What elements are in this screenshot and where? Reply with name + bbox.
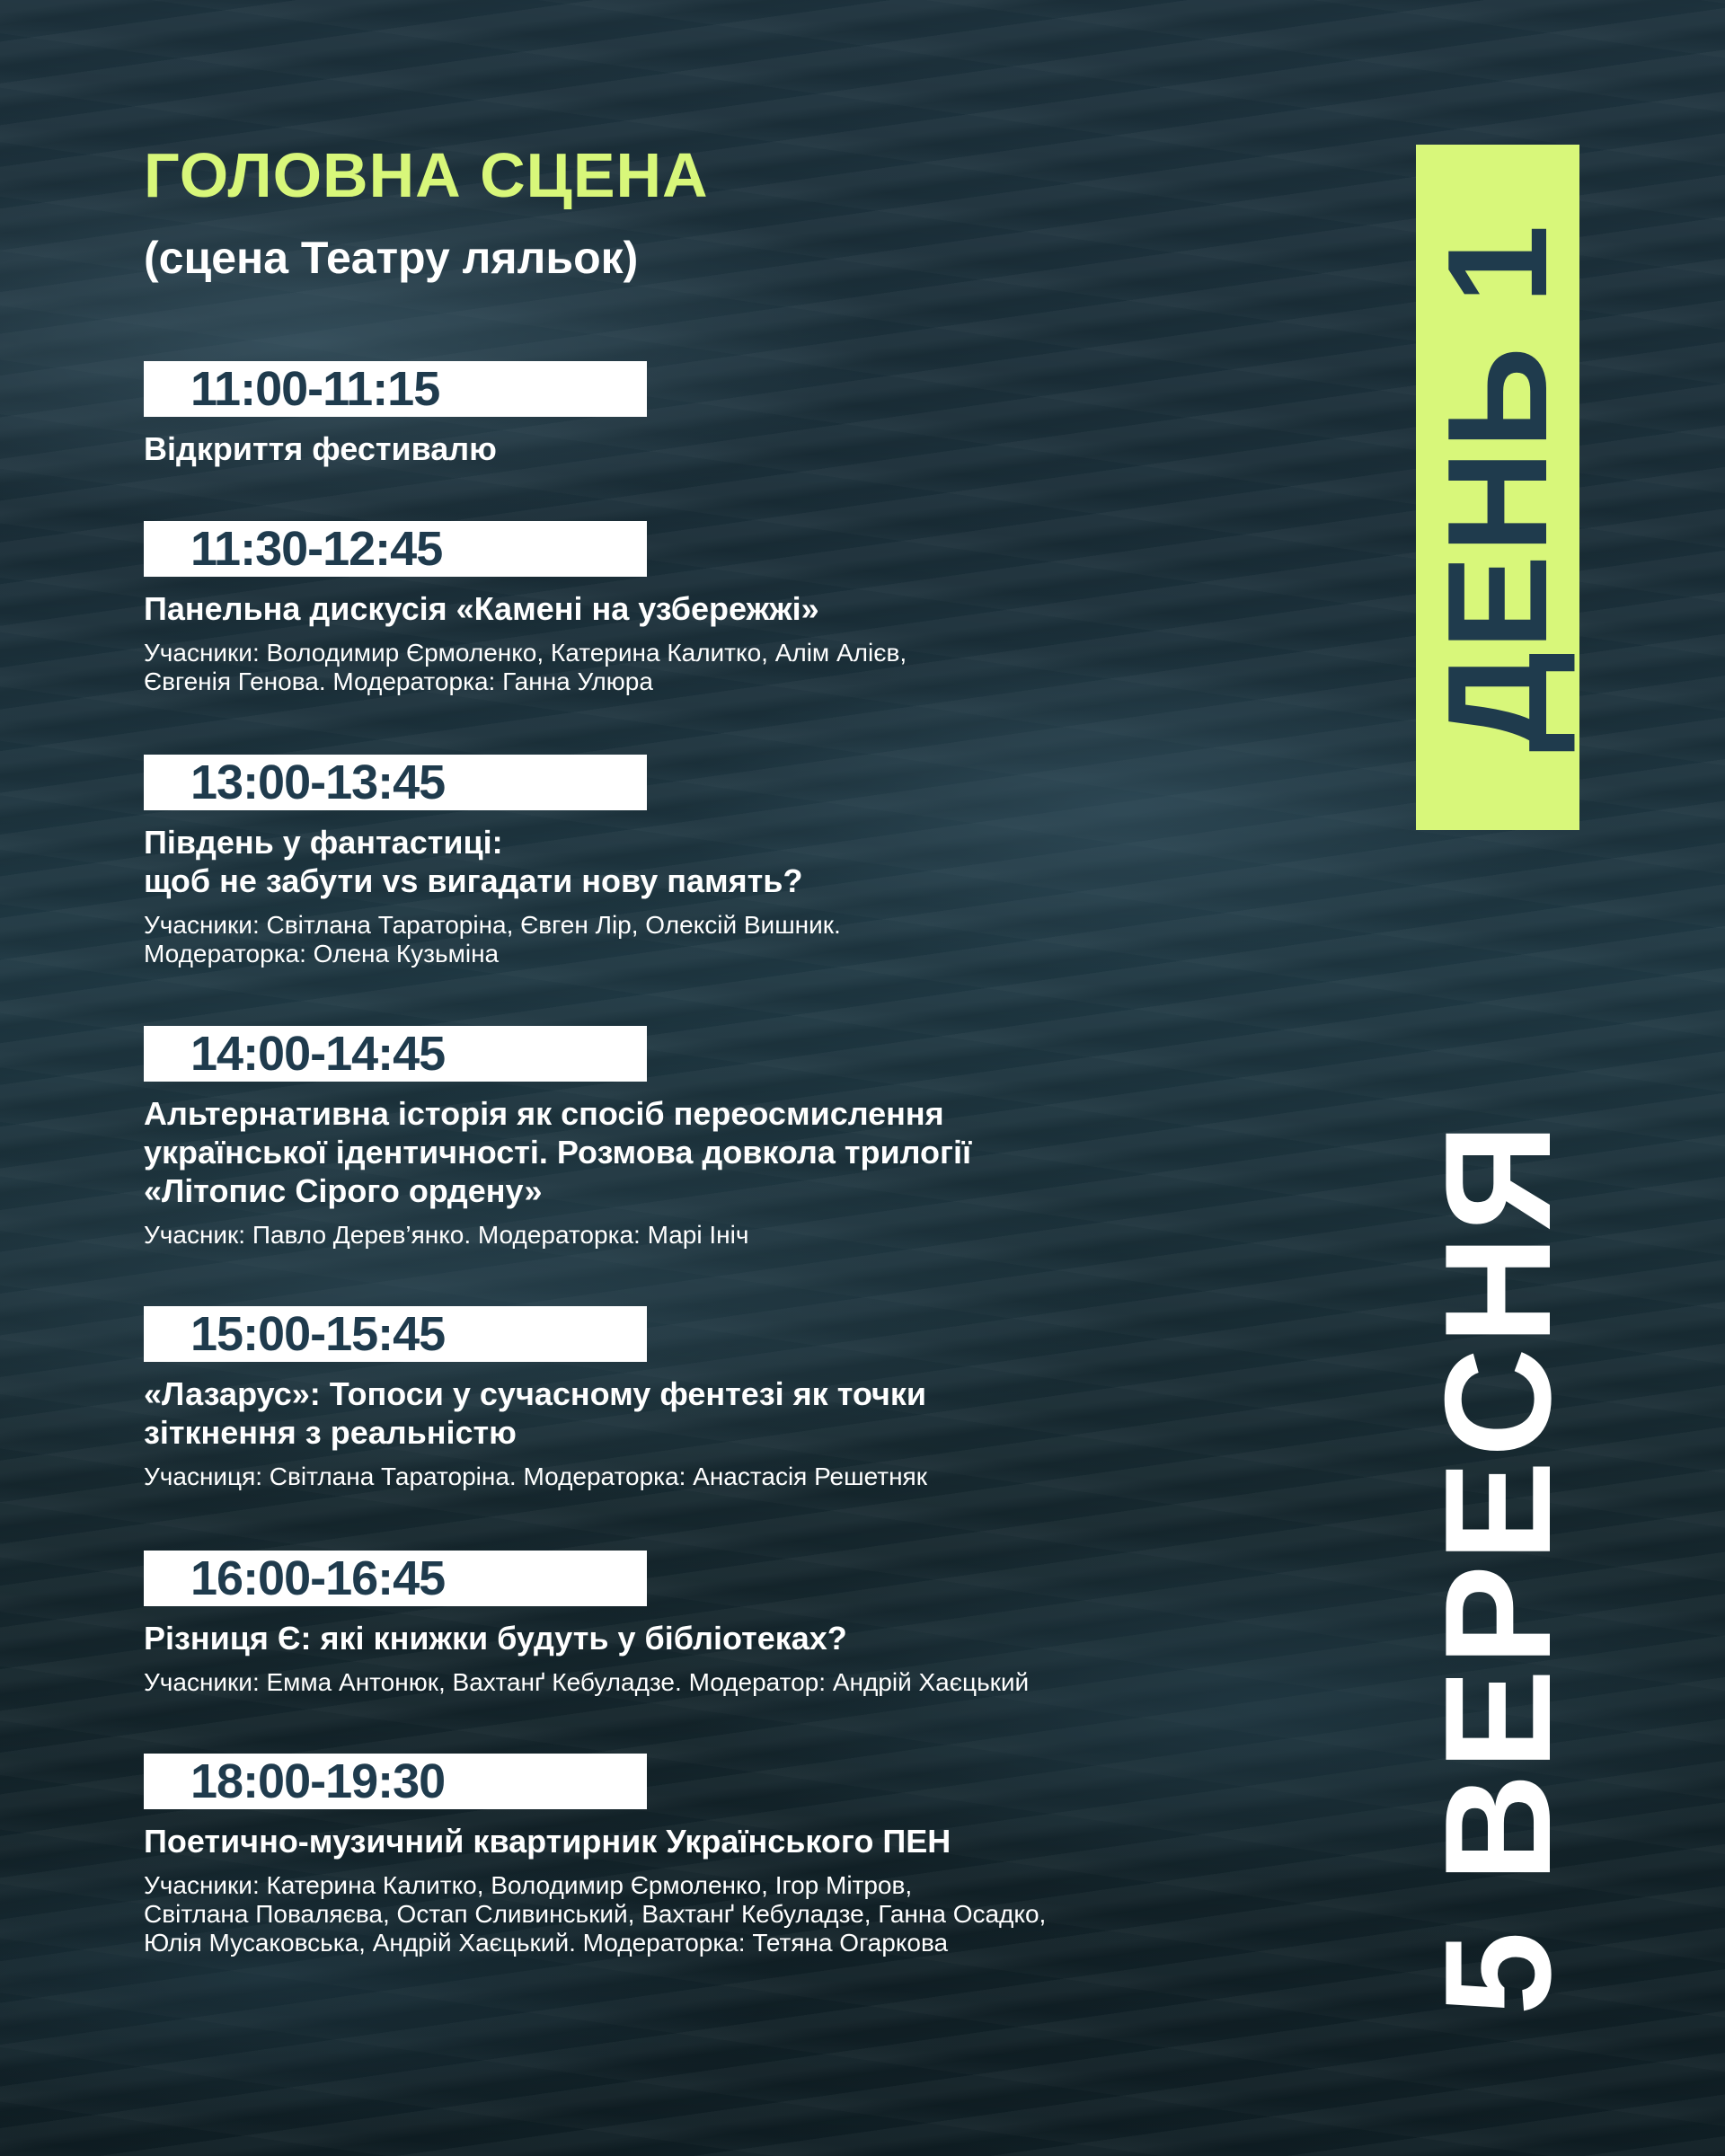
event-title: Південь у фантастиці: щоб не забути vs вигадати нову память? [144,824,803,899]
day-badge [1416,145,1579,830]
time-badge [144,755,647,810]
event-participants: Учасники: Володимир Єрмоленко, Катерина Калитко, Алім Алієв, Євгенія Генова. Модераторка: Ганна Улюра [144,639,907,695]
event-time: 11:00-11:15 [190,362,440,416]
event-item [144,1754,1312,1957]
event-title: Відкриття фестивалю [144,430,497,467]
event-item [144,755,1312,968]
event-time: 15:00-15:45 [190,1307,446,1361]
event-title: Поетично-музичний квартирник Українського ПЕН [144,1823,951,1860]
stage-title: ГОЛОВНА СЦЕНА [144,140,709,210]
time-badge [144,1754,647,1809]
stage-subtitle: (сцена Театру ляльок) [144,233,639,283]
event-participants: Учасники: Катерина Калитко, Володимир Єрмоленко, Ігор Мітров, Світлана Поваляєва, Остап Сливинський, Вахтанґ Кебуладзе, Ганна Осадко, Юлія Мусаковська, Андрій Хаєцький. Модераторка: Тетяна Огаркова [144,1871,1047,1957]
event-participants: Учасники: Світлана Тараторіна, Євген Лір, Олексій Вишник. Модераторка: Олена Кузьміна [144,911,841,968]
time-badge [144,361,647,417]
event-time: 18:00-19:30 [190,1754,446,1808]
event-item [144,1306,1312,1491]
event-item [144,1026,1312,1250]
time-badge [144,1306,647,1362]
event-participants: Учасниця: Світлана Тараторіна. Модераторка: Анастасія Решетняк [144,1462,927,1490]
event-item [144,1551,1312,1697]
time-badge [144,1551,647,1606]
event-title: Панельна дискусія «Камені на узбережжі» [144,590,819,627]
event-time: 14:00-14:45 [190,1027,446,1081]
time-badge [144,1026,647,1082]
day-label: ДЕНЬ 1 [1419,222,1577,753]
event-item [144,361,1312,468]
event-time: 16:00-16:45 [190,1551,446,1605]
event-item [144,521,1312,696]
event-title: Різниця Є: які книжки будуть у бібліотеках? [144,1620,847,1657]
event-time: 13:00-13:45 [190,755,446,809]
event-participants: Учасник: Павло Дерев’янко. Модераторка: Марі Ініч [144,1221,749,1249]
time-badge [144,521,647,577]
event-time: 11:30-12:45 [190,522,443,576]
date-label: 5 ВЕРЕСНЯ [1413,1119,1582,2016]
event-title: Альтернативна історія як спосіб переосмислення української ідентичності. Розмова довкола трилогії «Літопис Сірого ордену» [144,1095,972,1209]
event-title: «Лазарус»: Топоси у сучасному фентезі як точки зіткнення з реальністю [144,1375,926,1451]
event-participants: Учасники: Емма Антонюк, Вахтанґ Кебуладзе. Модератор: Андрій Хаєцький [144,1668,1030,1696]
